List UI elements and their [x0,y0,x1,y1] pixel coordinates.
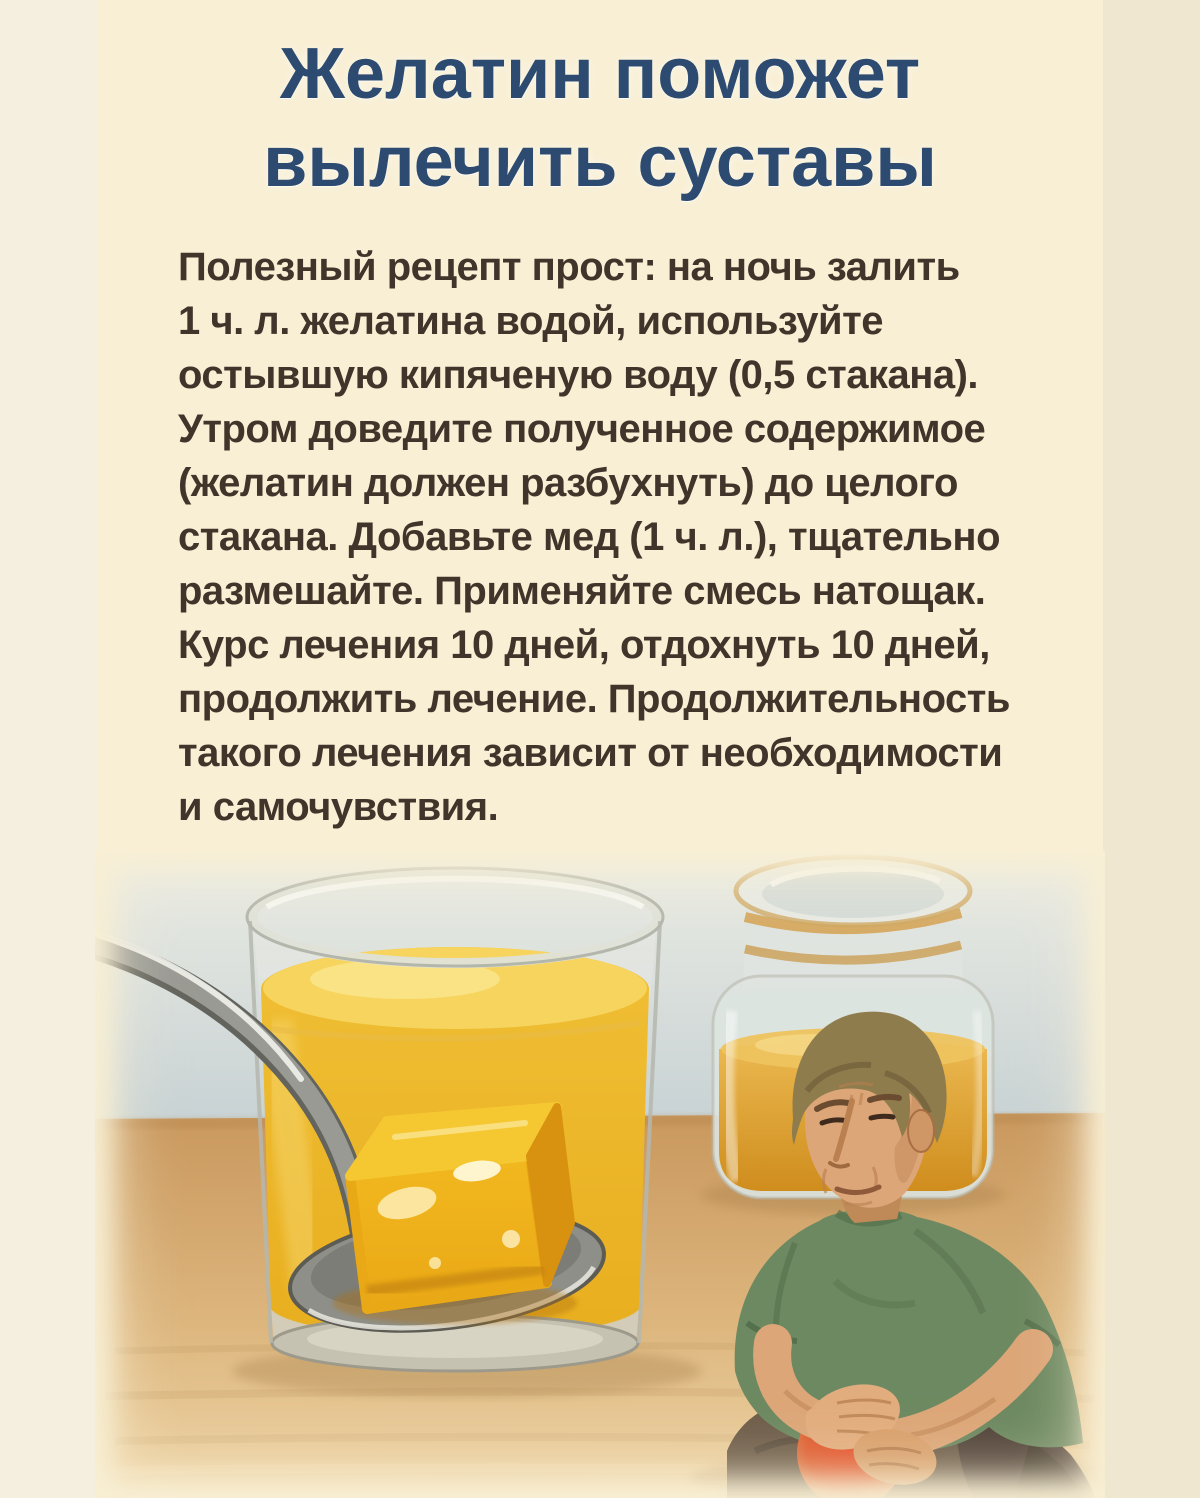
body-line: стакана. Добавьте мед (1 ч. л.), тщательно [178,515,1001,559]
body-line: продолжить лечение. Продолжительность [178,677,1010,721]
title-line-2: вылечить суставы [263,122,937,202]
left-margin-strip [0,0,97,1498]
body-line: Курс лечения 10 дней, отдохнуть 10 дней, [178,623,990,667]
right-margin-strip [1103,0,1200,1498]
body-line: (желатин должен разбухнуть) до целого [178,461,958,505]
title-line-1: Желатин поможет [279,34,921,114]
body-line: размешайте. Применяйте смесь натощак. [178,569,986,613]
gelatin-cube [333,1107,577,1325]
body-line: Полезный рецепт прост: на ночь залить [178,245,960,289]
body-line: такого лечения зависит от необходимости [178,731,1003,775]
body-line: остывшую кипяченую воду (0,5 стакана). [178,353,979,397]
body-line: и самочувствия. [178,785,499,829]
body-line: 1 ч. л. желатина водой, используйте [178,299,883,343]
page-title [0,30,1200,206]
recipe-paragraph [178,240,1058,834]
watercolor-scene [95,851,1105,1498]
body-line: Утром доведите полученное содержимое [178,407,986,451]
illustration [95,851,1105,1498]
